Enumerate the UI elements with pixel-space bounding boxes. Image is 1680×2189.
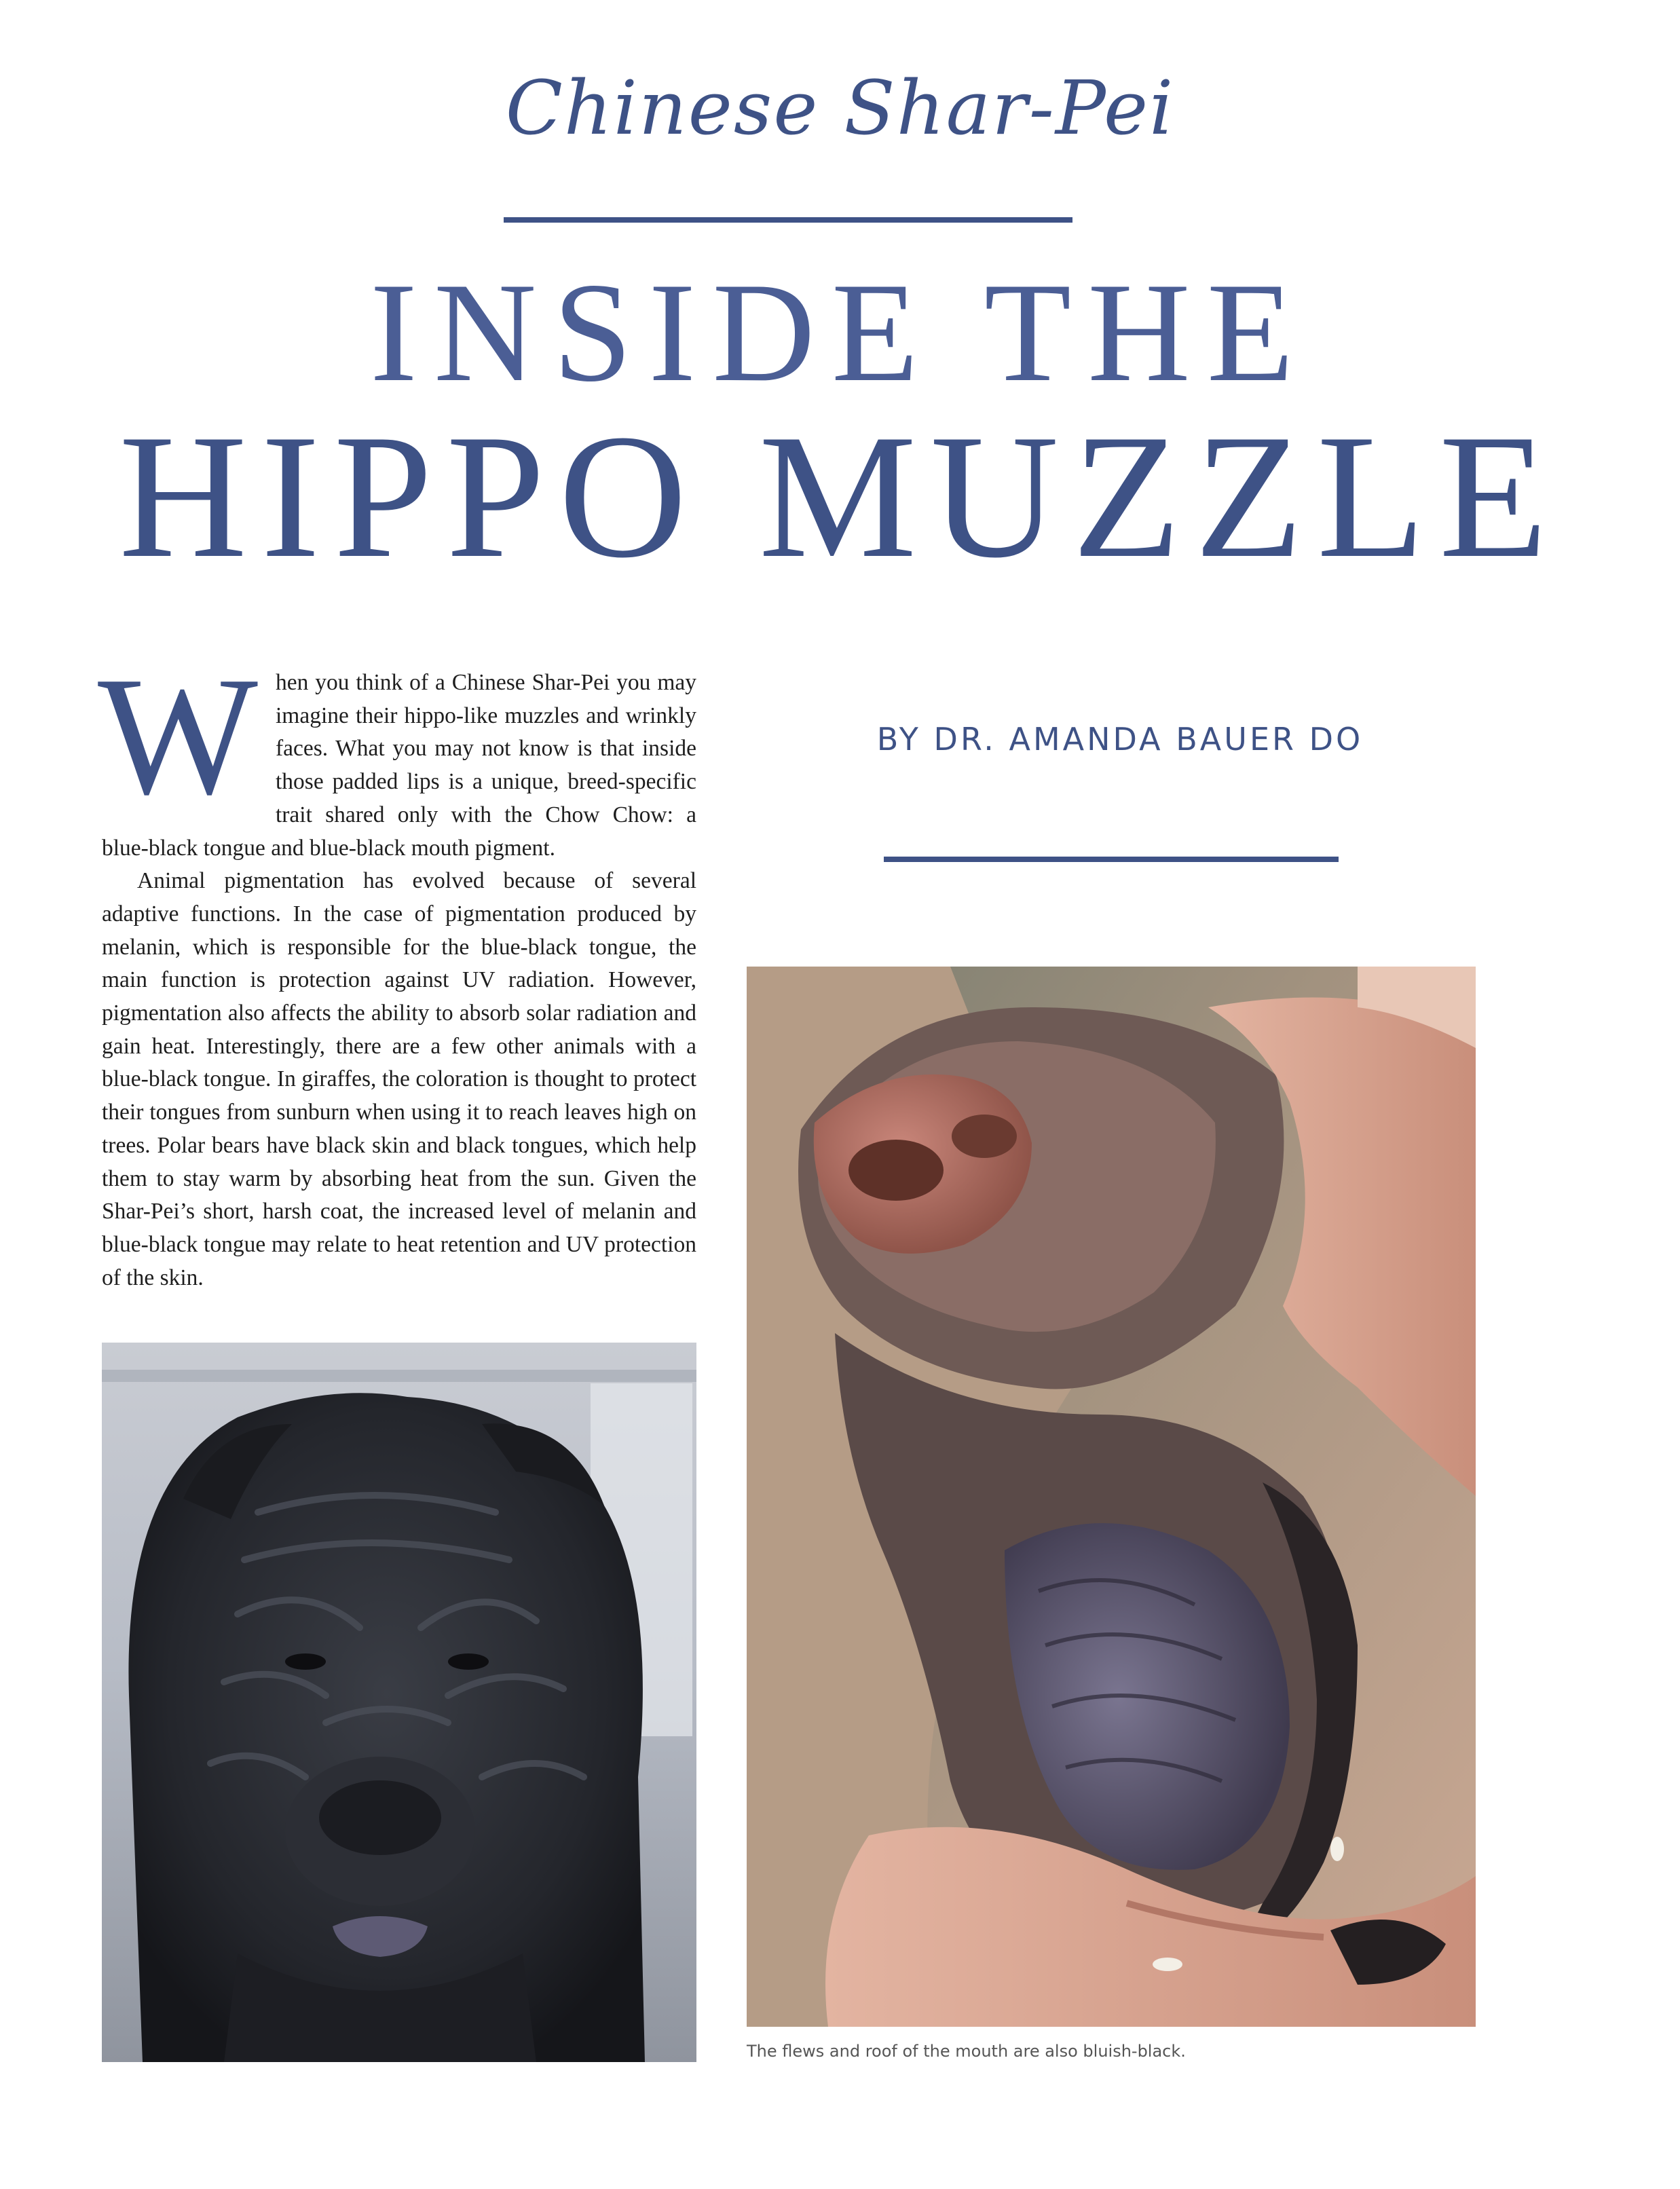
headline-line-2: HIPPO MUZZLE	[119, 398, 1561, 595]
paragraph-1-text: hen you think of a Chinese Shar-Pei you may imagine their hippo-like muzzles and wrinkly faces. What you may not know is that inside those padded lips is a unique, breed-specific trait shared only with the Chow Chow: a blue-black tongue and blue-black mouth pigment.	[102, 670, 696, 861]
photo-shar-pei-mouth	[747, 967, 1476, 2027]
kicker-title: Chinese Shar-Pei	[505, 64, 1175, 151]
article-paragraph-1	[98, 642, 696, 865]
article-body	[98, 642, 696, 1294]
byline-divider	[884, 857, 1339, 862]
kicker-divider	[504, 217, 1072, 223]
drop-cap: W	[98, 642, 258, 830]
photo-shar-pei-face	[102, 1343, 696, 2062]
byline: BY DR. AMANDA BAUER DO	[876, 721, 1364, 757]
headline-line-1: INSIDE THE	[369, 254, 1311, 411]
photo-caption: The flews and roof of the mouth are also bluish-black.	[747, 2042, 1186, 2061]
article-paragraph-2: Animal pigmentation has evolved because of several adaptive functions. In the case of pigmentation produced by melanin, which is responsible for the blue-black tongue, the main function is protection against UV radiation. However, pigmentation also affects the ability to absorb solar radiation and gain heat. Interestingly, there are a few other animals with a blue-black tongue. In giraffes, the coloration is thought to protect their tongues from sunburn when using it to reach leaves high on trees. Polar bears have black skin and black tongues, which help them to stay warm by absorbing heat from the sun. Given the Shar-Pei’s short, harsh coat, the increased level of melanin and blue-black tongue may relate to heat retention and UV protection of the skin.	[102, 868, 696, 1290]
